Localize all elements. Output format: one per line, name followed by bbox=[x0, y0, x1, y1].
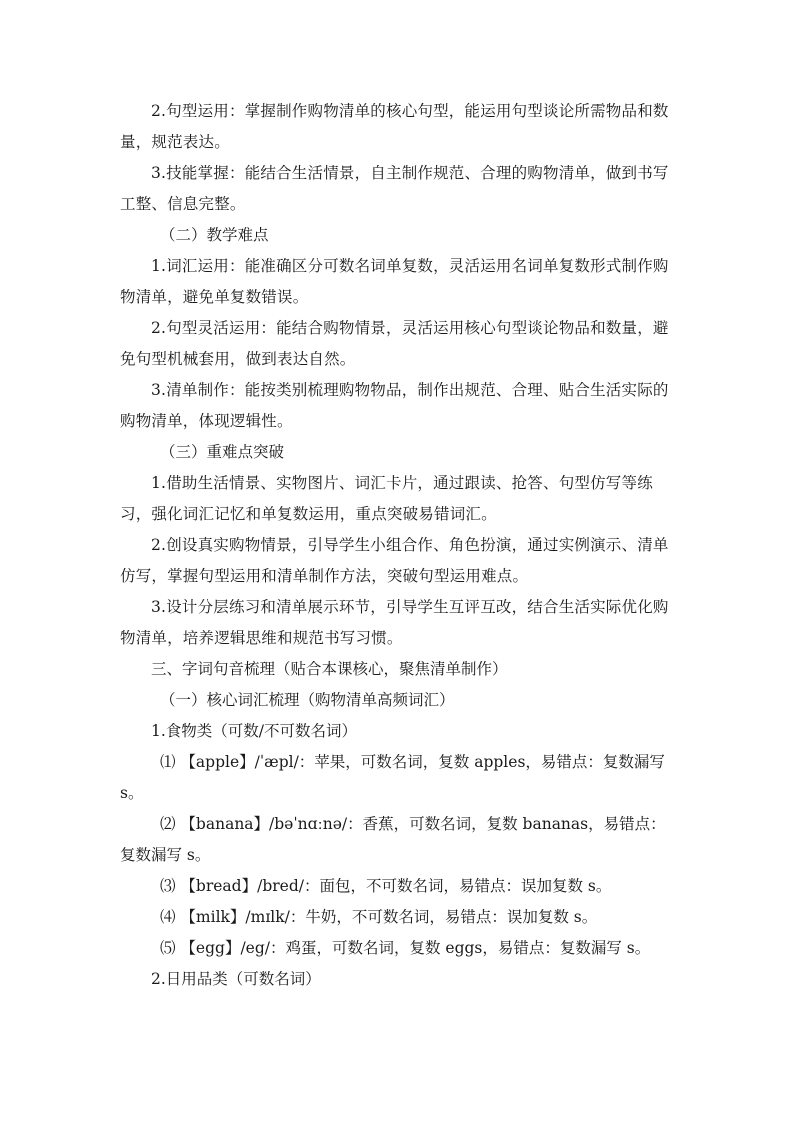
paragraph-breakthrough-3: 3.设计分层练习和清单展示环节，引导学生互评互改，结合生活实际优化购物清单，培养逻辑思维和规范书写习惯。 bbox=[120, 598, 669, 647]
section-heading-teaching-difficulties: （二）教学难点 bbox=[160, 226, 269, 244]
paragraph-breakthrough-2: 2.创设真实购物情景，引导学生小组合作、角色扮演，通过实例演示、清单仿写，掌握句型运用和清单制作方法，突破句型运用难点。 bbox=[120, 536, 669, 585]
paragraph-sentence-use: 2.句型运用：掌握制作购物清单的核心句型，能运用句型谈论所需物品和数量，规范表达。 bbox=[120, 102, 669, 151]
vocab-item-bread: ⑶ 【bread】/bred/：面包，不可数名词，易错点：误加复数 s。 bbox=[160, 877, 612, 895]
paragraph-flexible-sentence-use: 2.句型灵活运用：能结合购物情景，灵活运用核心句型谈论物品和数量，避免句型机械套用，做到表达自然。 bbox=[120, 319, 669, 368]
paragraph-breakthrough-1: 1.借助生活情景、实物图片、词汇卡片，通过跟读、抢答、句型仿写等练习，强化词汇记忆和单复数运用，重点突破易错词汇。 bbox=[120, 474, 653, 523]
chapter-heading-word-sentence-review: 三、字词句音梳理（贴合本课核心，聚焦清单制作） bbox=[151, 660, 508, 678]
vocab-item-apple: ⑴ 【apple】/ˈæpl/：苹果，可数名词，复数 apples，易错点：复数漏写 s。 bbox=[120, 753, 665, 802]
section-heading-core-vocabulary: （一）核心词汇梳理（购物清单高频词汇） bbox=[160, 691, 455, 709]
paragraph-vocabulary-use: 1.词汇运用：能准确区分可数名词单复数，灵活运用名词单复数形式制作购物清单，避免单复数错误。 bbox=[120, 257, 669, 306]
section-heading-key-points-breakthrough: （三）重难点突破 bbox=[160, 443, 285, 461]
vocab-item-milk: ⑷ 【milk】/mɪlk/：牛奶，不可数名词，易错点：误加复数 s。 bbox=[160, 908, 598, 926]
paragraph-list-making: 3.清单制作：能按类别梳理购物物品，制作出规范、合理、贴合生活实际的购物清单，体现逻辑性。 bbox=[120, 381, 669, 430]
subheading-food-category: 1.食物类（可数/不可数名词） bbox=[151, 722, 358, 740]
vocab-item-banana: ⑵ 【banana】/bəˈnɑːnə/：香蕉，可数名词，复数 bananas，易错点：复数漏写 s。 bbox=[120, 815, 666, 864]
document-page bbox=[120, 96, 680, 995]
paragraph-skill-mastery: 3.技能掌握：能结合生活情景，自主制作规范、合理的购物清单，做到书写工整、信息完整。 bbox=[120, 164, 669, 213]
subheading-daily-goods-category: 2.日用品类（可数名词） bbox=[151, 970, 321, 988]
vocab-item-egg: ⑸ 【egg】/eg/：鸡蛋，可数名词，复数 eggs，易错点：复数漏写 s。 bbox=[160, 939, 651, 957]
